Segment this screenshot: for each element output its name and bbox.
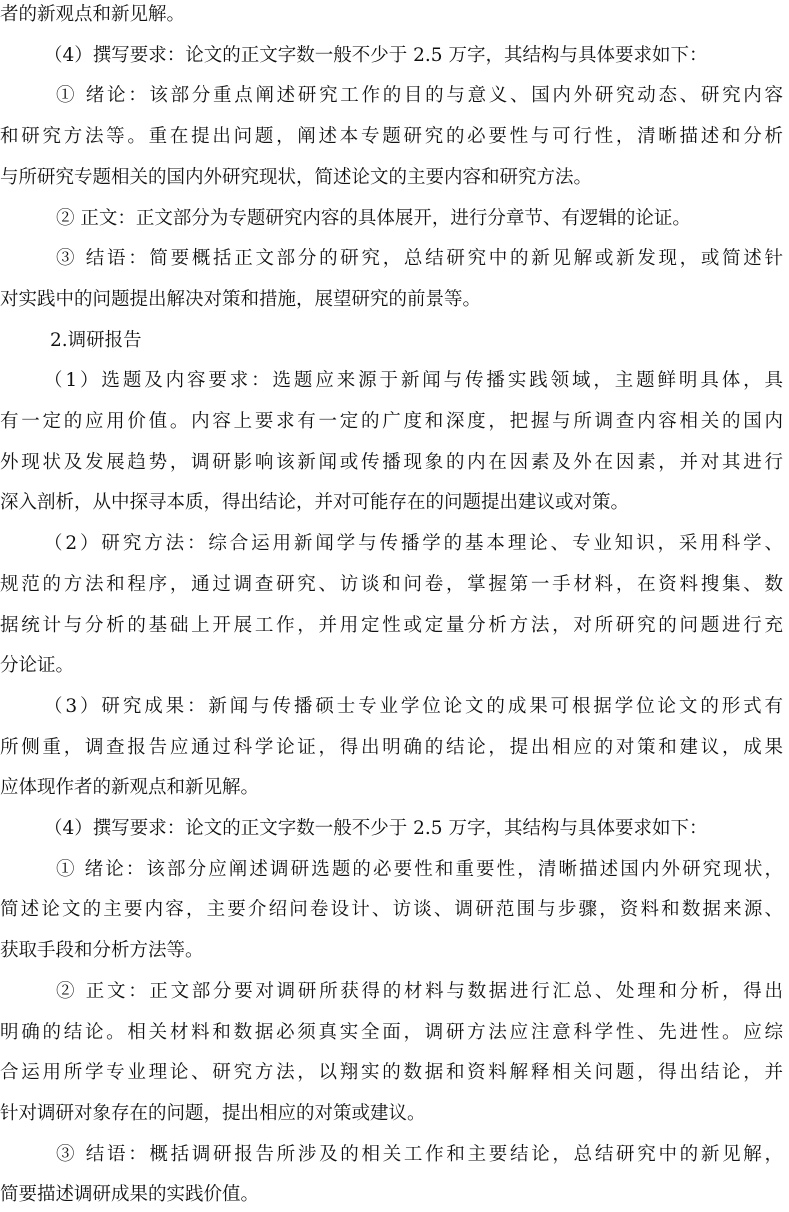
text-line: 所侧重，调查报告应通过科学论证，得出明确的结论，提出相应的对策和建议，成果 bbox=[0, 736, 783, 758]
text-line: 深入剖析，从中探寻本质，得出结论，并对可能存在的问题提出建议或对策。 bbox=[0, 492, 630, 514]
text-line: ③ 结语：概括调研报告所涉及的相关工作和主要结论，总结研究中的新见解， bbox=[56, 1143, 783, 1165]
text-line: 简述论文的主要内容，主要介绍问卷设计、访谈、调研范围与步骤，资料和数据来源、 bbox=[0, 899, 783, 921]
text-line: 简要描述调研成果的实践价值。 bbox=[0, 1184, 260, 1206]
section-heading: 2.调研报告 bbox=[50, 329, 142, 351]
text-line: 合运用所学专业理论、研究方法，以翔实的数据和资料解释相关问题，得出结论，并 bbox=[0, 1062, 783, 1084]
text-line: ② 正文：正文部分为专题研究内容的具体展开，进行分章节、有逻辑的论证。 bbox=[56, 207, 691, 229]
text-line: 和研究方法等。重在提出问题，阐述本专题研究的必要性与可行性，清晰描述和分析 bbox=[0, 126, 783, 148]
text-line: ① 绪论：该部分重点阐述研究工作的目的与意义、国内外研究动态、研究内容 bbox=[56, 85, 783, 107]
text-line: ① 绪论：该部分应阐述调研选题的必要性和重要性，清晰描述国内外研究现状， bbox=[56, 858, 783, 880]
text-line: 应体现作者的新观点和新见解。 bbox=[0, 777, 260, 799]
text-line: 对实践中的问题提出解决对策和措施，展望研究的前景等。 bbox=[0, 288, 482, 310]
text-line: 规范的方法和程序，通过调查研究、访谈和问卷，掌握第一手材料，在资料搜集、数 bbox=[0, 573, 783, 595]
text-line: （3）研究成果：新闻与传播硕士专业学位论文的成果可根据学位论文的形式有 bbox=[44, 695, 783, 717]
text-line: （4）撰写要求：论文的正文字数一般不少于 2.5 万字，其结构与具体要求如下： bbox=[44, 818, 708, 839]
text-line: ③ 结语：简要概括正文部分的研究，总结研究中的新见解或新发现，或简述针 bbox=[56, 248, 783, 270]
text-line: 与所研究专题相关的国内外研究现状，简述论文的主要内容和研究方法。 bbox=[0, 166, 593, 188]
text-line: 者的新观点和新见解。 bbox=[0, 4, 186, 25]
text-line: 据统计与分析的基础上开展工作，并用定性或定量分析方法，对所研究的问题进行充 bbox=[0, 614, 783, 636]
text-line: （2）研究方法：综合运用新闻学与传播学的基本理论、专业知识，采用科学、 bbox=[44, 533, 783, 555]
text-line: ② 正文：正文部分要对调研所获得的材料与数据进行汇总、处理和分析，得出 bbox=[56, 980, 783, 1002]
text-line: （4）撰写要求：论文的正文字数一般不少于 2.5 万字，其结构与具体要求如下： bbox=[44, 44, 708, 66]
text-line: 有一定的应用价值。内容上要求有一定的广度和深度，把握与所调查内容相关的国内 bbox=[0, 411, 783, 432]
text-line: 分论证。 bbox=[0, 655, 75, 677]
text-line: 针对调研对象存在的问题，提出相应的对策或建议。 bbox=[0, 1102, 426, 1124]
text-line: 获取手段和分析方法等。 bbox=[0, 940, 204, 962]
text-line: 明确的结论。相关材料和数据必须真实全面，调研方法应注意科学性、先进性。应综 bbox=[0, 1021, 783, 1043]
text-line: 外现状及发展趋势，调研影响该新闻或传播现象的内在因素及外在因素，并对其进行 bbox=[0, 451, 783, 473]
text-line: （1）选题及内容要求：选题应来源于新闻与传播实践领域，主题鲜明具体，具 bbox=[44, 370, 783, 392]
